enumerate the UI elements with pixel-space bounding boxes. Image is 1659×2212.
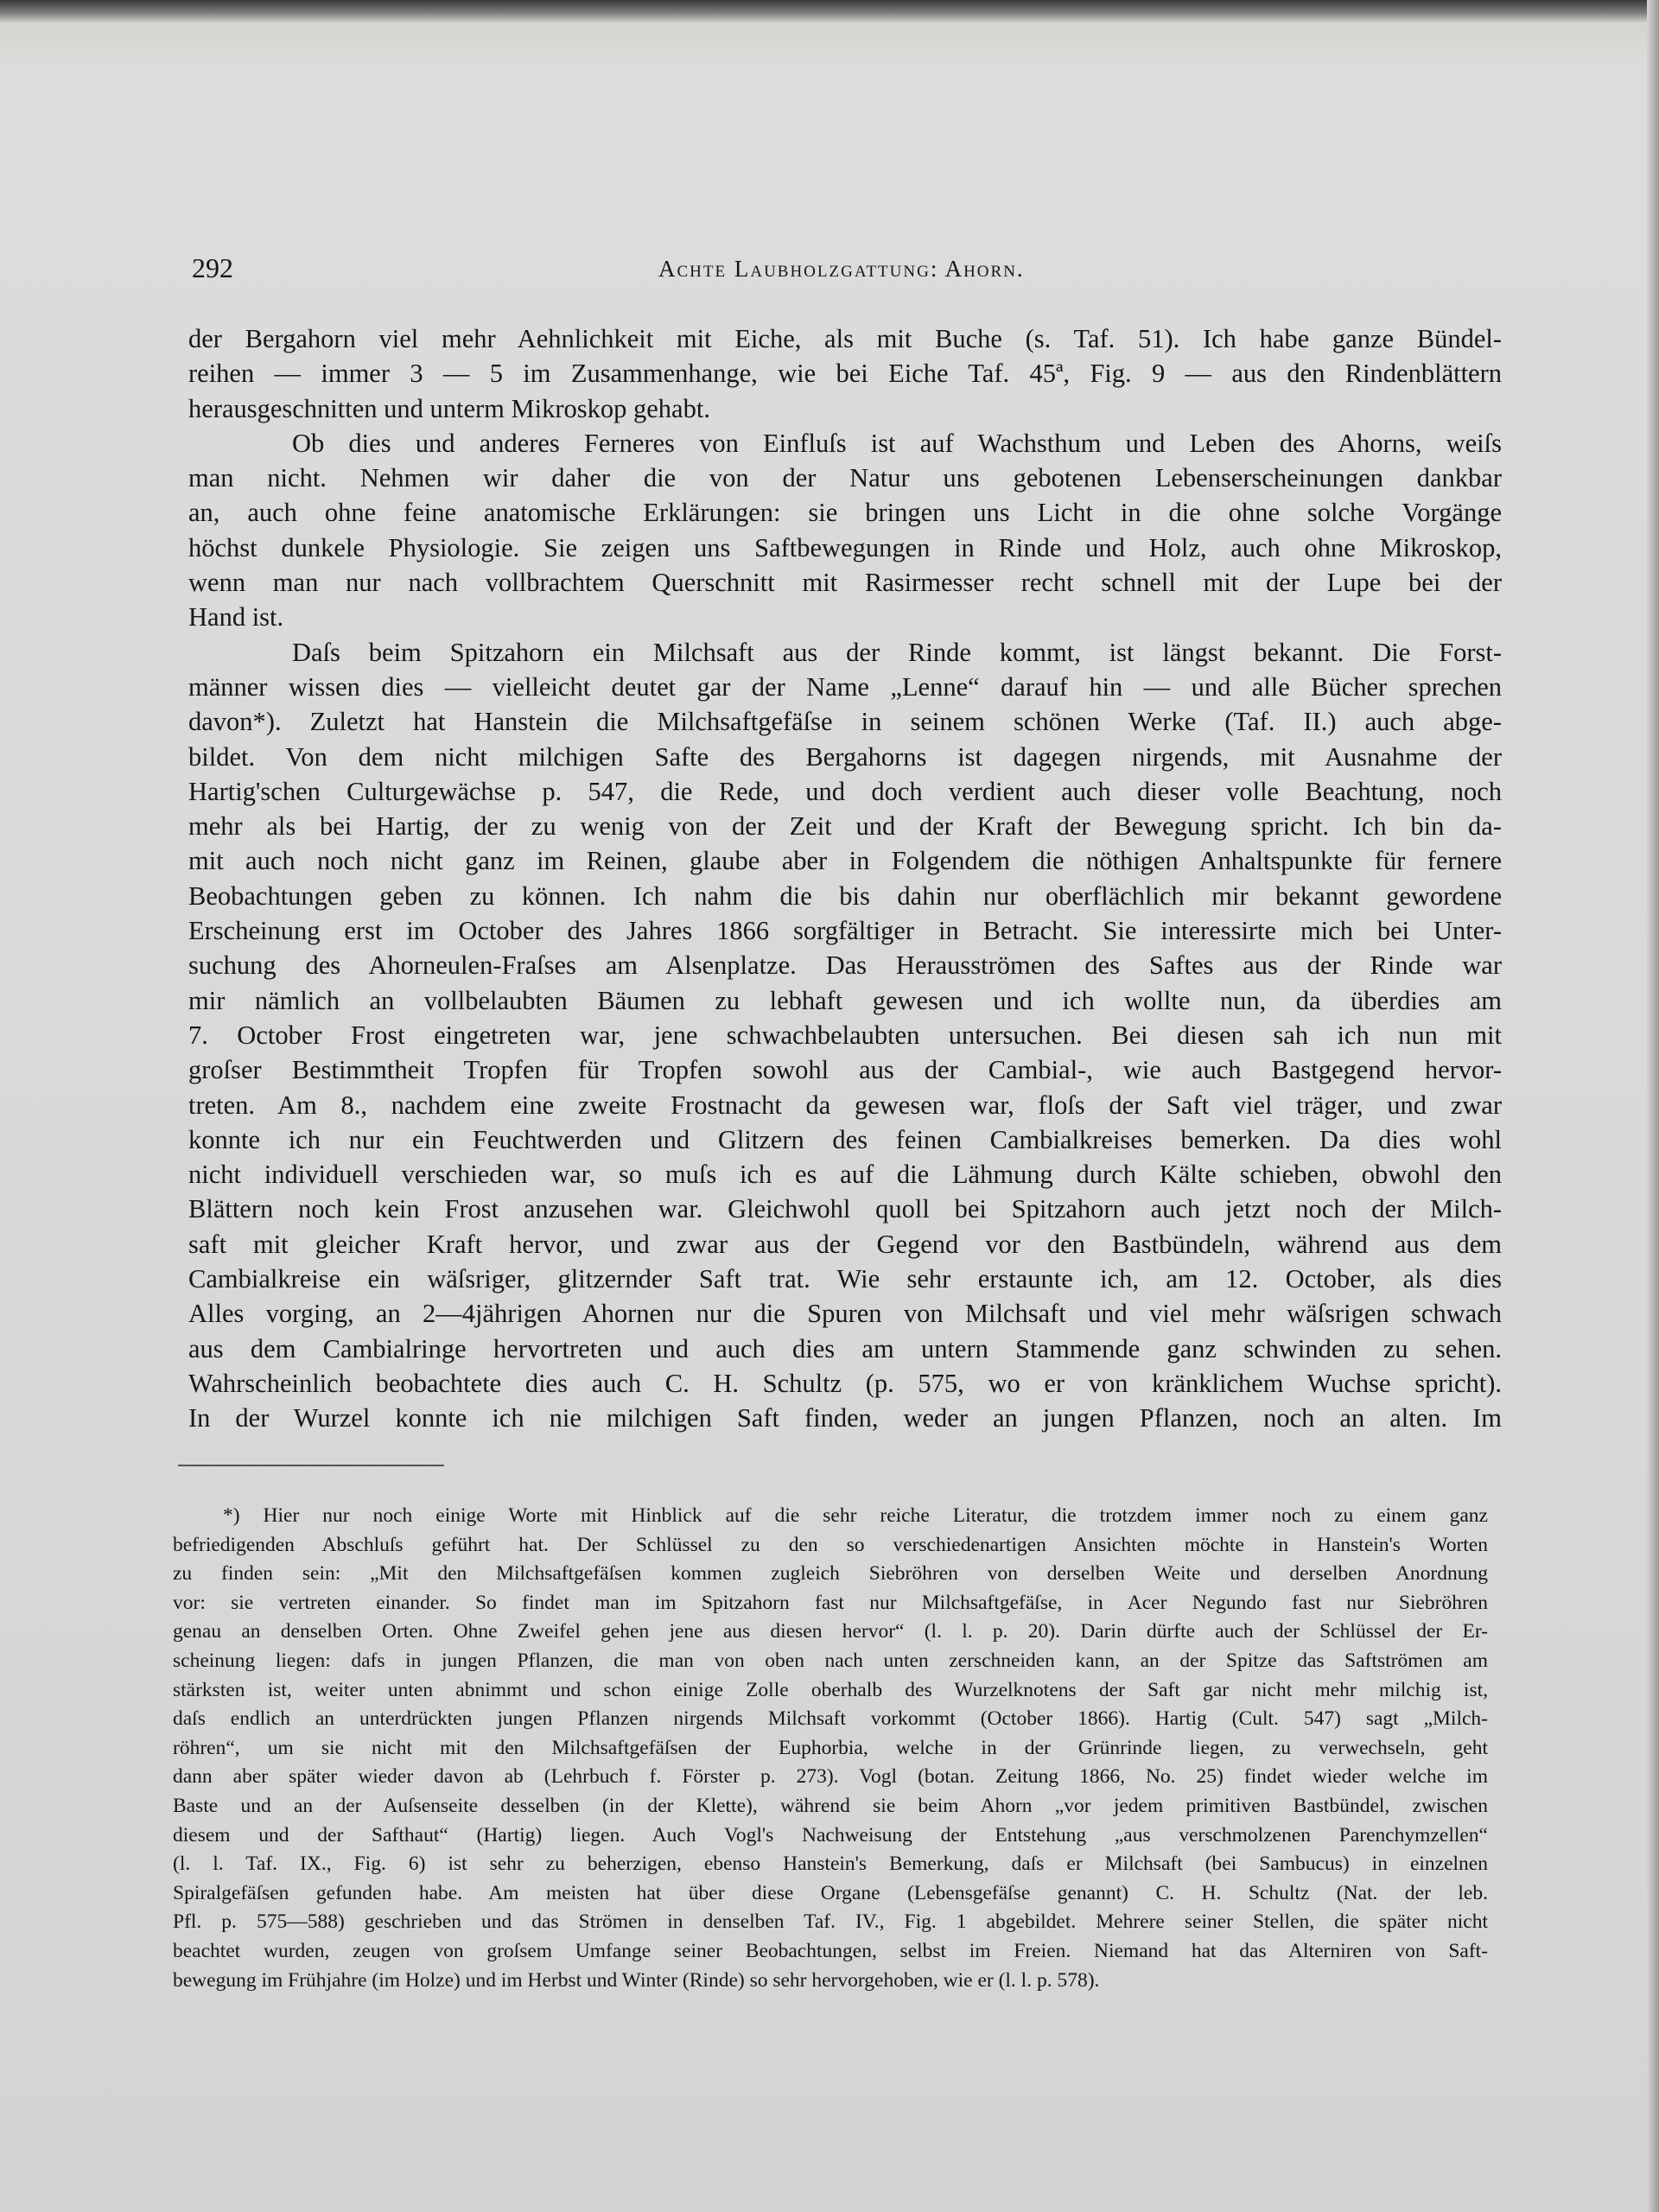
footnote-line: genau an denselben Orten. Ohne Zweifel gehen jene aus diesen hervor“ (l. l. p. 20). Darin dürfte auch der Schlüssel der Er-	[173, 1620, 1488, 1643]
footnote-line: (l. l. Taf. IX., Fig. 6) ist sehr zu beherzigen, ebenso Hanstein's Bemerkung, daſs er Milchsaft (bei Sambucus) in einzelnen	[173, 1853, 1488, 1876]
body-line: Daſs beim Spitzahorn ein Milchsaft aus der Rinde kommt, ist längst bekannt. Die Forst-	[292, 637, 1502, 667]
page-right-edge	[1647, 0, 1659, 2212]
body-line: mir nämlich an vollbelaubten Bäumen zu lebhaft gewesen und ich wollte nun, da überdies am	[188, 985, 1502, 1015]
page-header	[192, 252, 1505, 287]
body-line: treten. Am 8., nachdem eine zweite Frostnacht da gewesen war, floſs der Saft viel träger, und zwar	[188, 1090, 1502, 1120]
footnote-line: daſs endlich an unterdrückten jungen Pflanzen nirgends Milchsaft vorkommt (October 1866). Hartig (Cult. 547) sagt „Milch-	[173, 1707, 1488, 1731]
footnote-line: dann aber später wieder davon ab (Lehrbuch f. Förster p. 273). Vogl (botan. Zeitung 1866, No. 25) findet wieder welche im	[173, 1765, 1488, 1789]
body-line: groſser Bestimmtheit Tropfen für Tropfen sowohl aus der Cambial-, wie auch Bastgegend hervor-	[188, 1055, 1502, 1085]
body-line: Erscheinung erst im October des Jahres 1866 sorgfältiger in Betracht. Sie interessirte mich bei Unter-	[188, 916, 1502, 946]
footnote	[173, 1502, 1488, 1995]
body-line: Beobachtungen geben zu können. Ich nahm die bis dahin nur oberflächlich mir bekannt gewordene	[188, 880, 1502, 911]
running-head: Achte Laubholzgattung: Ahorn.	[658, 256, 1025, 282]
footnote-line: vor: sie vertreten einander. So findet man im Spitzahorn fast nur Milchsaftgefäſse, in Acer Negundo fast nur Siebröhren	[173, 1591, 1488, 1614]
body-line: Hand ist.	[188, 602, 284, 632]
body-line: höchst dunkele Physiologie. Sie zeigen uns Saftbewegungen in Rinde und Holz, auch ohne Mikroskop,	[188, 532, 1502, 563]
body-line: aus dem Cambialringe hervortreten und auch dies am untern Stammende ganz schwinden zu sehen.	[188, 1333, 1502, 1363]
footnote-line: diesem und der Safthaut“ (Hartig) liegen. Auch Vogl's Nachweisung der Entstehung „aus verschmolzenen Parenchymzellen“	[173, 1823, 1488, 1847]
footnote-line: befriedigenden Abschluſs geführt hat. Der Schlüssel zu den so verschiedenartigen Ansichten möchte in Hanstein's Worten	[173, 1533, 1488, 1556]
footnote-line: Baste und an der Auſsenseite desselben (in der Klette), während sie beim Ahorn „vor jedem primitiven Bastbündel, zwischen	[173, 1794, 1488, 1817]
footnote-line: *) Hier nur noch einige Worte mit Hinblick auf die sehr reiche Literatur, die trotzdem immer noch zu einem ganz	[223, 1504, 1488, 1527]
body-line: mit auch noch nicht ganz im Reinen, glaube aber in Folgendem die nöthigen Anhaltspunkte für fernere	[188, 846, 1502, 876]
body-line: nicht individuell verschieden war, so muſs ich es auf die Lähmung durch Kälte schieben, obwohl den	[188, 1160, 1502, 1190]
footnote-line: Spiralgefäſsen gefunden habe. Am meisten hat über diese Organe (Lebensgefäſse genannt) C. H. Schultz (Nat. der leb.	[173, 1881, 1488, 1904]
body-line: der Bergahorn viel mehr Aehnlichkeit mit Eiche, als mit Buche (s. Taf. 51). Ich habe ganze Bündel-	[188, 324, 1502, 353]
body-line: 7. October Frost eingetreten war, jene schwachbelaubten untersuchen. Bei diesen sah ich nun mit	[188, 1020, 1502, 1050]
body-line: reihen — immer 3 — 5 im Zusammenhange, wie bei Eiche Taf. 45ª, Fig. 9 — aus den Rindenblättern	[188, 359, 1502, 389]
body-line: bildet. Von dem nicht milchigen Safte des Bergahorns ist dagegen nirgends, mit Ausnahme der	[188, 741, 1502, 772]
body-line: Hartig'schen Culturgewächse p. 547, die Rede, und doch verdient auch dieser volle Beachtung, noch	[188, 776, 1502, 806]
body-line: mehr als bei Hartig, der zu wenig von der Zeit und der Kraft der Bewegung spricht. Ich bin da-	[188, 811, 1502, 842]
body-text	[188, 321, 1502, 1436]
body-line: Cambialkreise ein wäſsriger, glitzernder Saft trat. Wie sehr erstaunte ich, am 12. October, als dies	[188, 1264, 1502, 1294]
body-line: davon*). Zuletzt hat Hanstein die Milchsaftgefäſse in seinem schönen Werke (Taf. II.) auch abge-	[188, 707, 1502, 737]
body-line: man nicht. Nehmen wir daher die von der Natur uns gebotenen Lebenserscheinungen dankbar	[188, 463, 1502, 493]
body-line: In der Wurzel konnte ich nie milchigen Saft finden, weder an jungen Pflanzen, noch an alten. Im	[188, 1403, 1502, 1433]
page-number: 292	[192, 252, 233, 283]
footnote-line: beachtet wurden, zeugen von groſsem Umfange seiner Beobachtungen, selbst im Freien. Niemand hat das Alterniren von Saft-	[173, 1939, 1488, 1962]
body-line: konnte ich nur ein Feuchtwerden und Glitzern des feinen Cambialkreises bemerken. Da dies wohl	[188, 1124, 1502, 1154]
page-top-edge	[0, 0, 1659, 22]
footnote-line: bewegung im Frühjahre (im Holze) und im Herbst und Winter (Rinde) so sehr hervorgehoben, wie er (l. l. p. 578).	[173, 1968, 1100, 1992]
body-line: wenn man nur nach vollbrachtem Querschnitt mit Rasirmesser recht schnell mit der Lupe bei der	[188, 568, 1502, 598]
body-line: an, auch ohne feine anatomische Erklärungen: sie bringen uns Licht in die ohne solche Vorgänge	[188, 498, 1502, 528]
footnote-line: zu finden sein: „Mit den Milchsaftgefäſsen kommen zugleich Siebröhren von derselben Weite und derselben Anordnung	[173, 1562, 1488, 1586]
body-line: Ob dies und anderes Ferneres von Einfluſs ist auf Wachsthum und Leben des Ahorns, weiſs	[292, 428, 1502, 458]
body-line: Blättern noch kein Frost anzusehen war. Gleichwohl quoll bei Spitzahorn auch jetzt noch der Milch-	[188, 1194, 1502, 1224]
footnote-line: röhren“, um sie nicht mit den Milchsaftgefäſsen der Euphorbia, welche in der Grünrinde liegen, zu verwechseln, geht	[173, 1736, 1488, 1759]
footnote-rule	[178, 1465, 444, 1466]
body-line: Alles vorging, an 2—4jährigen Ahornen nur die Spuren von Milchsaft und viel mehr wäſsrigen schwach	[188, 1299, 1502, 1329]
body-line: herausgeschnitten und unterm Mikroskop gehabt.	[188, 393, 710, 423]
body-line: suchung des Ahorneulen-Fraſses am Alsenplatze. Das Herausströmen des Saftes aus der Rinde war	[188, 950, 1502, 981]
body-line: saft mit gleicher Kraft hervor, und zwar aus der Gegend vor den Bastbündeln, während aus dem	[188, 1229, 1502, 1259]
footnote-line: Pfl. p. 575—588) geschrieben und das Strömen in denselben Taf. IV., Fig. 1 abgebildet. Mehrere seiner Stellen, die später nicht	[173, 1910, 1488, 1934]
footnote-line: stärksten ist, weiter unten abnimmt und schon einige Zolle oberhalb des Wurzelknotens der Saft gar nicht mehr milchig ist,	[173, 1678, 1488, 1701]
footnote-line: scheinung liegen: dafs in jungen Pflanzen, die man von oben nach unten zerschneiden kann, an der Spitze das Saftströmen am	[173, 1649, 1488, 1672]
body-line: Wahrscheinlich beobachtete dies auch C. H. Schultz (p. 575, wo er von kränklichem Wuchse spricht).	[188, 1368, 1502, 1398]
body-line: männer wissen dies — vielleicht deutet gar der Name „Lenne“ darauf hin — und alle Bücher sprechen	[188, 671, 1502, 702]
